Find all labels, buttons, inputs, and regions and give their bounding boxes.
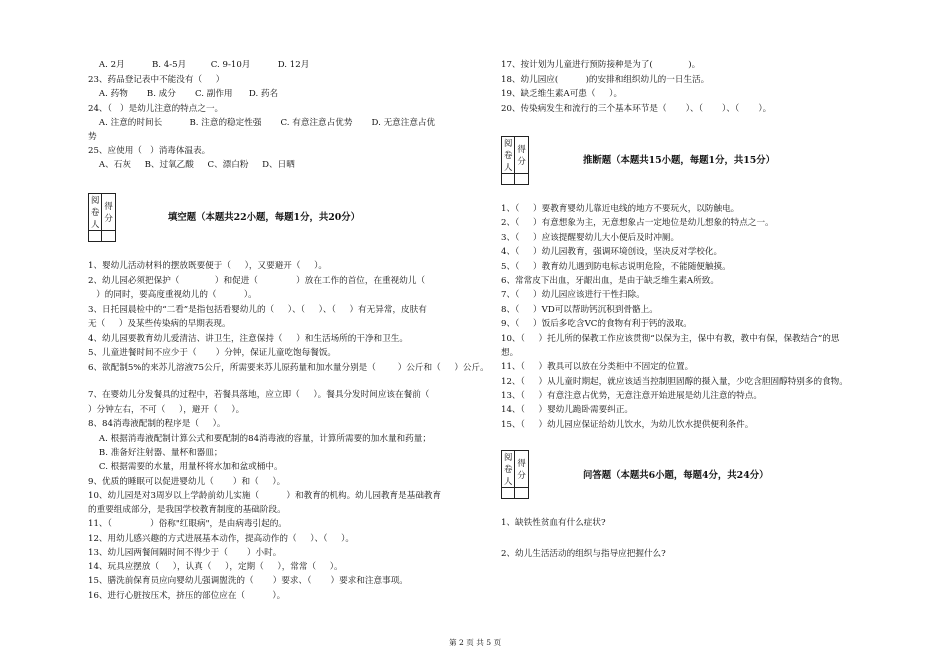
- judge-line: 3、（ ）应该提醒婴幼儿大小便后及时冲厕。: [501, 233, 680, 243]
- judge-line: 15、（ ）幼儿园应保证给幼儿饮水，为幼儿饮水提供便利条件。: [501, 420, 754, 430]
- q25-options: A、石灰 B、过氧乙酸 C、漂白粉 D、日晒: [88, 160, 295, 170]
- judge-line: 12、（ ）从儿童时期起，就应该适当控制胆固醇的摄入量，少吃含胆固醇特别多的食物。: [501, 377, 848, 387]
- judge-line: 7、（ ）幼儿园应该进行干性扫除。: [501, 290, 645, 300]
- fill-line: ）的同时，要高度重视幼儿的（ ）。: [88, 290, 257, 300]
- q19-stem: 19、缺乏维生素A可患（ ）。: [501, 89, 623, 99]
- score-table-judge: [501, 136, 529, 185]
- fill-line: 12、用幼儿感兴趣的方式进展基本动作，提高动作的（ ）、（ ）。: [88, 534, 354, 544]
- score-table-qa: [501, 450, 529, 499]
- score-label: 得分: [515, 451, 528, 488]
- q23-stem: 23、药品登记表中不能没有（ ）: [88, 75, 225, 85]
- page-number: 第 2 页 共 5 页: [448, 638, 502, 647]
- fill-line: 15、膳洗前保育员应向婴幼儿强调盥洗的（ ）要求、（ ）要求和注意事项。: [88, 576, 408, 586]
- fill-line: 11、（ ）俗称"红眼病"，是由病毒引起的。: [88, 519, 287, 529]
- fill-line: 无（ ）及某些传染病的早期表现。: [88, 319, 231, 329]
- grader-label: 阅卷人: [502, 451, 515, 488]
- q17-stem: 17、按计划为儿童进行预防接种是为了( )。: [501, 60, 701, 70]
- score-label: 得分: [515, 137, 528, 174]
- fill-line: 14、玩具应摆放（ ），认真（ ），定期（ ），常常（ ）。: [88, 562, 343, 572]
- fill-line: 8、84消毒液配制的程序是（ ）。: [88, 419, 226, 429]
- judge-line: 5、（ ）教育幼儿遇到防电标志说明危险，不能随便触摸。: [501, 262, 731, 272]
- q22-options: A. 2月 B. 4-5月 C. 9-10月 D. 12月: [88, 60, 310, 70]
- fill-line: 4、幼儿园要教育幼儿爱清洁、讲卫生，注意保持（ ）和生活场所的干净和卫生。: [88, 334, 408, 344]
- fill-line: B. 准备好注射器、量杯和器皿；: [88, 448, 223, 458]
- fill-line: A. 根据消毒液配制计算公式和要配制的84消毒液的容量，计算所需要的加水量和药量；: [88, 434, 431, 444]
- fill-line: 3、日托园晨检中的“二看”是指包括看婴幼儿的（ ）、（ ）、（ ）有无异常，皮肤有: [88, 305, 427, 315]
- fill-line: 6、欲配制5%的来苏儿溶液75公斤，所需要来苏儿原药量和加水量分别是（ ）公斤和（ ）公斤。: [88, 363, 489, 373]
- judge-line: 8、（ ）VD可以帮助钙沉积到骨骼上。: [501, 305, 658, 315]
- fill-line: 1、婴幼儿活动材料的摆放既要便于（ ），又要避开（ ）。: [88, 261, 328, 271]
- fill-line: 5、儿童进餐时间不应少于（ ）分钟，保证儿童吃饱每餐饭。: [88, 348, 337, 358]
- judge-line: 1、（ ）要教育婴幼儿靠近电线的地方不要玩火，以防触电。: [501, 204, 740, 214]
- judge-line: 14、（ ）婴幼儿跪卧需要纠正。: [501, 405, 634, 415]
- fill-line: 的重要组成部分，是我国学校教育制度的基础阶段。: [88, 505, 286, 515]
- grader-cell[interactable]: [502, 488, 515, 499]
- grader-cell[interactable]: [502, 174, 515, 185]
- q23-options: A. 药物 B. 成分 C. 副作用 D. 药名: [88, 89, 279, 99]
- fill-line: 16、进行心脏按压术，挤压的部位应在（ ）。: [88, 591, 286, 601]
- score-cell[interactable]: [515, 174, 528, 185]
- judge-line: 6、常常皮下出血，牙龈出血，是由于缺乏维生素A所致。: [501, 276, 719, 286]
- score-label: 得分: [102, 194, 115, 231]
- qa-line: 1、缺铁性贫血有什么症状?: [501, 518, 606, 528]
- fill-line: 13、幼儿园两餐间隔时间不得少于（ ）小时。: [88, 548, 282, 558]
- judge-line: 9、（ ）饭后多吃含VC的食物有利于钙的汲取。: [501, 319, 692, 329]
- q24-options: A. 注意的时间长 B. 注意的稳定性强 C. 有意注意占优势 D. 无意注意占优: [88, 118, 436, 128]
- score-table-fill: [88, 193, 116, 242]
- q25-stem: 25、应使用（ ）消毒体温表。: [88, 146, 211, 156]
- section-title-judge: 推断题（本题共15小题，每题1分，共15分）: [583, 155, 775, 166]
- judge-line: 想。: [501, 348, 519, 358]
- qa-line: 2、幼儿生活活动的组织与指导应把握什么?: [501, 549, 666, 559]
- fill-line: 2、幼儿园必须把保护（ ）和促进（ ）放在工作的首位，在重视幼儿（: [88, 276, 426, 286]
- section-title-qa: 问答题（本题共6小题，每题4分，共24分）: [583, 470, 769, 481]
- fill-line: C. 根据需要的水量，用量杯将水加和盆或桶中。: [88, 462, 283, 472]
- judge-line: 2、（ ）有意想象为主，无意想象占一定地位是幼儿想象的特点之一。: [501, 218, 774, 228]
- section-title-fill: 填空题（本题共22小题，每题1分，共20分）: [168, 212, 360, 223]
- grader-label: 阅卷人: [89, 194, 102, 231]
- q18-stem: 18、幼儿园应( )的安排和组织幼儿的一日生活。: [501, 75, 710, 85]
- grader-label: 阅卷人: [502, 137, 515, 174]
- q24-stem: 24、（ ）是幼儿注意的特点之一。: [88, 104, 224, 114]
- q20-stem: 20、传染病发生和流行的三个基本环节是（ ）、（ ）、（ ）。: [501, 104, 772, 114]
- q24-options-cont: 势: [88, 132, 97, 142]
- score-cell[interactable]: [515, 488, 528, 499]
- fill-line: 9、优质的睡眠可以促进婴幼儿（ ）和（ ）。: [88, 477, 286, 487]
- score-cell[interactable]: [102, 231, 115, 242]
- judge-line: 10、（ ）托儿所的保教工作应该贯彻“以保为主，保中有教，教中有保，保教结合”的思: [501, 334, 840, 344]
- judge-line: 11、（ ）教具可以放在分类柜中不固定的位置。: [501, 362, 694, 372]
- fill-line: 7、在婴幼儿分发餐具的过程中，若餐具落地，应立即（ ）。餐具分发时间应该在餐前（: [88, 390, 430, 400]
- judge-line: 4、（ ）幼儿园教育，强调环境创设，坚决反对学校化。: [501, 247, 723, 257]
- judge-line: 13、（ ）有意注意占优势，无意注意开始进展是幼儿注意的特点。: [501, 391, 762, 401]
- fill-line: 10、幼儿园是对3周岁以上学龄前幼儿实施（ ）和教育的机构。幼儿园教育是基础教育: [88, 491, 442, 501]
- fill-line: ）分钟左右，不可（ ），避开（ ）。: [88, 405, 245, 415]
- grader-cell[interactable]: [89, 231, 102, 242]
